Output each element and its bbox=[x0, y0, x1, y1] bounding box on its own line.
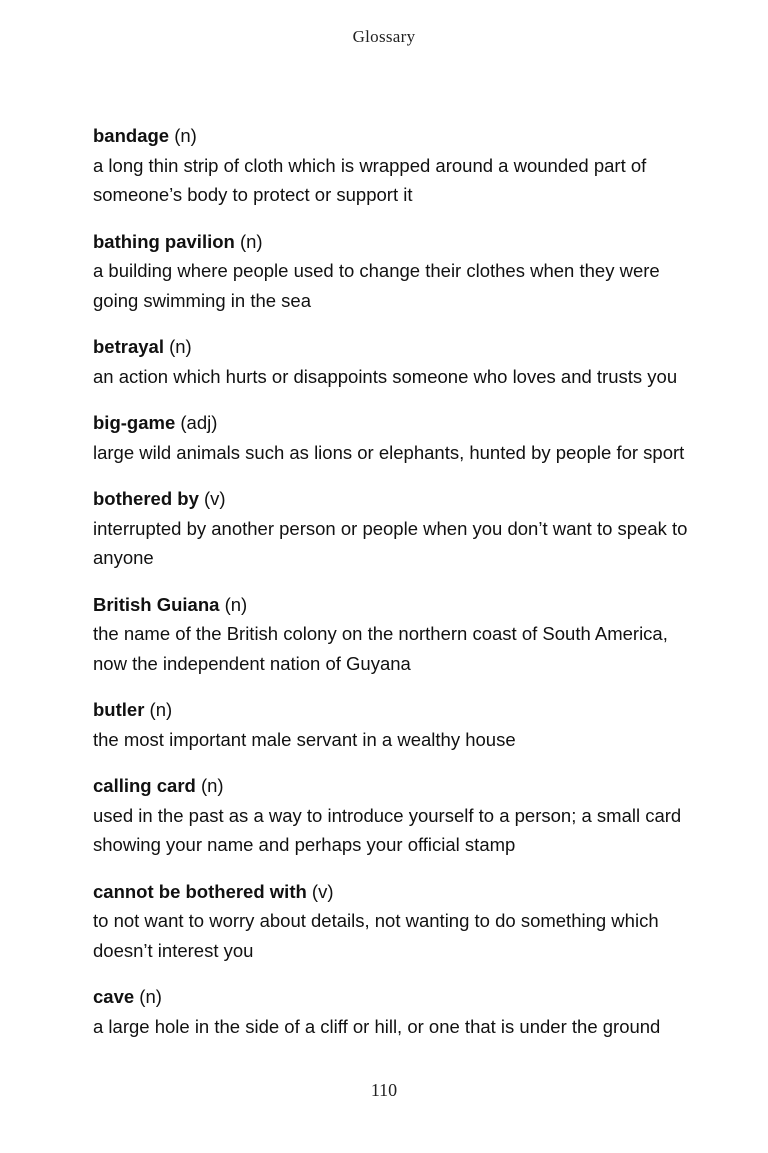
entry-term: bandage bbox=[93, 125, 170, 146]
glossary-entry bbox=[93, 590, 703, 679]
entry-heading bbox=[93, 408, 703, 438]
entry-heading bbox=[93, 695, 703, 725]
glossary-entry bbox=[93, 484, 703, 573]
entry-heading bbox=[93, 590, 703, 620]
entry-definition: the name of the British colony on the northern coast of South America, now the independent nation of Guyana bbox=[93, 623, 668, 674]
page-number: 110 bbox=[370, 1080, 398, 1100]
entry-definition: an action which hurts or disappoints someone who loves and trusts you bbox=[93, 365, 678, 387]
entry-definition: to not want to worry about details, not wanting to do something which doesn’t interest you bbox=[93, 910, 659, 961]
entry-part-of-speech: (n) bbox=[200, 775, 224, 796]
entry-heading bbox=[93, 484, 703, 514]
running-head-title: Glossary bbox=[352, 27, 416, 46]
entry-definition: a long thin strip of cloth which is wrapped around a wounded part of someone’s body to protect or support it bbox=[93, 154, 647, 205]
entry-term: cave bbox=[93, 986, 135, 1007]
entry-heading bbox=[93, 877, 703, 907]
glossary-entry bbox=[93, 771, 703, 860]
entry-term: cannot be bothered with bbox=[93, 880, 307, 902]
entry-heading bbox=[93, 771, 703, 801]
entry-part-of-speech: (adj) bbox=[180, 412, 218, 433]
entry-part-of-speech: (n) bbox=[139, 986, 162, 1007]
entry-part-of-speech: (n) bbox=[149, 699, 173, 720]
entry-part-of-speech: (n) bbox=[224, 593, 248, 615]
glossary-entry bbox=[93, 982, 703, 1041]
entry-part-of-speech: (v) bbox=[311, 880, 334, 902]
entry-heading bbox=[93, 121, 703, 151]
entry-definition: large wild animals such as lions or elephants, hunted by people for sport bbox=[93, 441, 685, 463]
entry-definition: used in the past as a way to introduce yourself to a person; a small card showing your name and perhaps your official stamp bbox=[93, 804, 682, 855]
glossary-entry bbox=[93, 695, 703, 754]
glossary-entry bbox=[93, 408, 703, 467]
entry-definition: interrupted by another person or people when you don’t want to speak to anyone bbox=[93, 517, 688, 568]
entry-part-of-speech: (n) bbox=[169, 336, 192, 357]
entry-part-of-speech: (n) bbox=[239, 230, 263, 252]
entry-term: British Guiana bbox=[93, 593, 220, 615]
entry-term: big-game bbox=[93, 412, 176, 433]
glossary-entry bbox=[93, 227, 703, 316]
entry-heading bbox=[93, 227, 703, 257]
entry-heading bbox=[93, 332, 703, 362]
glossary-entry bbox=[93, 121, 703, 210]
entry-term: calling card bbox=[93, 775, 196, 796]
entry-term: butler bbox=[93, 699, 145, 720]
entry-term: bathing pavilion bbox=[93, 230, 235, 252]
glossary-entry bbox=[93, 877, 703, 966]
glossary-list bbox=[93, 121, 703, 1058]
entry-definition: a large hole in the side of a cliff or hill, or one that is under the ground bbox=[93, 1015, 661, 1037]
entry-heading bbox=[93, 982, 703, 1012]
entry-definition: a building where people used to change their clothes when they were going swimming in the sea bbox=[93, 260, 660, 311]
entry-term: bothered by bbox=[93, 488, 199, 509]
entry-part-of-speech: (v) bbox=[204, 488, 226, 509]
entry-term: betrayal bbox=[93, 336, 164, 357]
entry-definition: the most important male servant in a wealthy house bbox=[93, 728, 516, 750]
entry-part-of-speech: (n) bbox=[174, 125, 197, 146]
glossary-entry bbox=[93, 332, 703, 391]
